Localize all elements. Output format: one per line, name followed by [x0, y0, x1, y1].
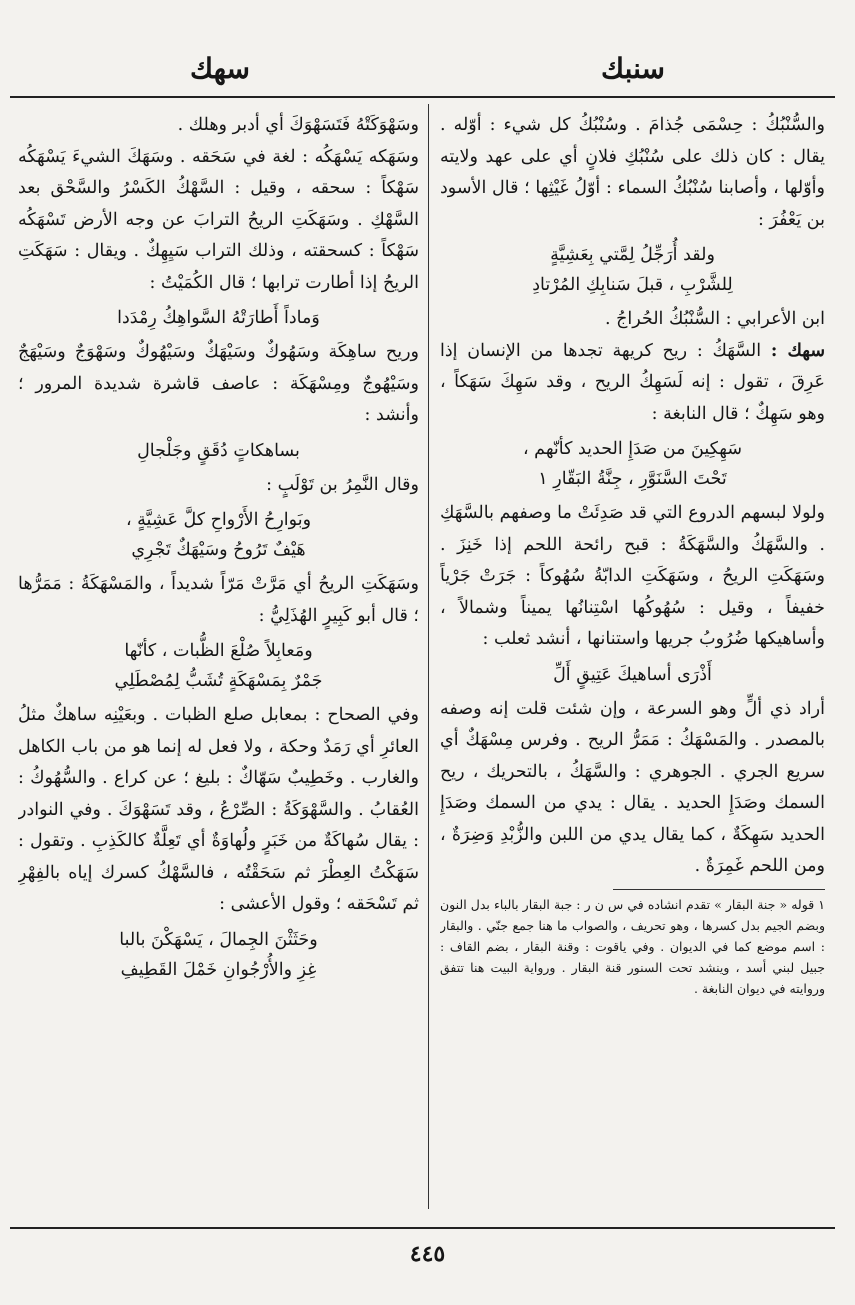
- entry-paragraph: [440, 336, 825, 431]
- verse-line: ولقد أُرَجِّلُ لِمَّتي بِعَشِيَّةٍ: [550, 245, 715, 265]
- paragraph: والسُّنْبُكُ : حِسْمَى جُذامَ . وسُنْبُكُ كل شيء : أوّله . يقال : كان ذلك على سُنْبُكِ فلانٍ أي على عهد ولايته وأوّلها ، وأصابنا سُنْبُكُ السماء : أوّلُ غَيْثِها ؛ قال الأسود بن يَعْفُرَ :: [440, 115, 825, 230]
- verse-line: تَحْتَ السَّنَوَّرِ ، جِنَّةُ البَقّارِ ١: [538, 469, 727, 489]
- verse: [440, 660, 825, 690]
- paragraph: وسَهْوَكَتْهُ فَتَسَهْوَكَ أي أدبر وهلك .: [177, 115, 419, 135]
- page-number: ٤٤٥: [409, 1241, 446, 1267]
- verse-line: بساهكاتٍ دُقَقٍ وجَلْجالِ: [137, 440, 300, 461]
- verse-line: وحَثَثْنَ الجِمالَ ، يَسْهَكْنَ بالبا: [119, 929, 318, 950]
- paragraph: وقال النَّمِرُ بن تَوْلَبٍ :: [266, 474, 419, 495]
- paragraph: ولولا لبسهم الدروع التي قد صَدِئَتْ ما وصفهم بالسَّهَكِ . والسَّهَكُ والسَّهَكَةُ : قبح رائحة اللحم إذا خَنِزَ . وسَهَكَتِ الريحُ ، وسَهَكَتِ الدابّةُ سُهُوكاً : جَرَتْ جَرْياً خفيفاً ، وقيل : سُهُوكُها اسْتِنانُها يميناً وشمالاً ، وأساهيكها ضُرُوبُ جريها واستنانها ، أنشد ثعلب :: [440, 503, 825, 649]
- verse-line: وبَوارِحُ الأَرْواحِ كلَّ عَشِيَّةٍ ،: [125, 510, 312, 530]
- verse: [18, 303, 419, 333]
- paragraph: أراد ذي ألٍّ وهو السرعة ، وإن شئت قلت إنه وصفه بالمصدر . والمَسْهَكُ : مَمَرُّ الريح . وفرس مِسْهَكٌ أي سريع الجري . الجوهري : والسَّهَكُ ، بالتحريك ، ريح السمك وصَدَإِ الحديد . يقال : يدي من السمك وصَدَإِ الحديد سَهِكَةٌ ، كما يقال يدي من اللبن والزُّبْدِ وَضِرَةٌ ، ومن اللحم غَمِرَةٌ .: [440, 698, 825, 876]
- verse-line: ومَعابِلاً صُلْعَ الظُّبات ، كأنّها: [124, 641, 313, 661]
- verse-line: أَذْرَى أساهيكَ عَتِيقٍ أَلِّ: [553, 664, 712, 685]
- verse-line: لِلشَّرْبِ ، قبلَ سَنابِكِ المُرْتادِ: [532, 275, 733, 295]
- paragraph: وسَهَكه يَسْهَكُه : لغة في سَحَقه . وسَهَكَ الشيءَ يَسْهَكُه سَهْكاً : سحقه ، وقيل : السَّهْكُ الكَسْرُ والسَّحْق بعد السَّهْكِ . وسَهَكَتِ الريحُ الترابَ عن وجه الأرض تَسْهَكُه سَهْكاً : كسحقته ، وذلك التراب سَيِهِكٌ . ويقال : سَهَكَتِ الريحُ إذا أطارت ترابها ؛ قال الكُمَيْتُ :: [18, 146, 419, 293]
- paragraph: وسَهَكَتِ الريحُ أي مَرَّتْ مَرّاً شديداً ، والمَسْهَكَةُ : مَمَرُّها ؛ قال أبو كَبِيرٍ الهُذَلِيُّ :: [18, 574, 419, 626]
- column-divider: [428, 104, 429, 1209]
- header-rule: [10, 96, 835, 98]
- entry-text: السَّهَكُ : ريح كريهة تجدها من الإنسان إذا عَرِقَ ، تقول : إنه لَسَهِكُ الريح ، وقد سَهِكَ سَهَكاً ، وهو سَهِكٌ ؛ قال النابغة :: [440, 340, 825, 424]
- paragraph: وفي الصحاح : بمعابل صلع الظبات . وبعَيْنِه ساهكٌ مثلُ العائرِ أي رَمَدٌ وحكة ، ولا فعل له إنما هو من باب الكاهل والغارب . وخَطِيبٌ سَهّاكٌ : بليغ ؛ عن كراع . والسُّهُوكُ : العُقابُ . والسَّهْوَكَةُ : الصِّرْعُ ، وقد تَسَهْوَكَ . وفي النوادر : يقال سُهاكَةٌ من خَبَرٍ ولُهاوَةٌ أي تَعِلَّةٌ كالكَذِبِ . وتقول : سَهَكْتُ العِطْرَ ثم سَحَقْتُه ، فالسَّهْكُ كسرك إياه بالفِهْرِ ثم تَسْحَقه ؛ وقول الأعشى :: [18, 705, 419, 914]
- verse-line: سَهِكِينَ من صَدَإِ الحديد كأنّهم ،: [522, 439, 743, 459]
- footer-rule: [10, 1227, 835, 1229]
- verse-line: جَمْرٌ بِمَسْهَكَةٍ تُشَبُّ لِمُصْطَلِي: [114, 671, 323, 691]
- page-header: [0, 52, 855, 92]
- right-column: [440, 110, 825, 1205]
- verse: [18, 436, 419, 466]
- footnote-rule: [613, 889, 825, 890]
- verse: [18, 636, 419, 696]
- right-headword: سنبك: [601, 52, 665, 85]
- left-headword: سهك: [190, 52, 250, 85]
- verse: [440, 434, 825, 494]
- verse: [440, 240, 825, 300]
- paragraph: ابن الأعرابي : السُّنْبُكُ الحُراجُ .: [604, 309, 825, 329]
- verse-line: هَيْفٌ تَرُوحُ وسَيْهَكٌ تَجْرِي: [131, 540, 306, 560]
- verse: [18, 925, 419, 985]
- footnote: ١ قوله « جنة البقار » تقدم انشاده في س ن ر : جبة البقار بالباء بدل النون وبضم الجيم بدل كسرها ، وهو تحريف ، والصواب ما هنا جمع جنّي . والبقار : اسم موضع كما في الديوان . وفي ياقوت : وقنة البقار ، بضم القاف : جبيل لبني أسد ، وينشد تحت السنور قنة البقار . ورواية البيت هنا تتفق وروايته في ديوان النابغة .: [440, 896, 825, 996]
- paragraph: وريح ساهِكَة وسَهُوكٌ وسَيْهَكٌ وسَيْهُوكٌ وسَهْوَجٌ وسَيْهَجٌ وسَيْهُوجٌ ومِسْهَكَة : عاصف قاشرة شديدة المرور ؛ وأنشد :: [18, 342, 419, 425]
- verse: [18, 505, 419, 565]
- verse-line: غِزِ والأُرْجُوانِ خَمْلَ القَطِيفِ: [120, 959, 317, 980]
- left-column: [18, 110, 419, 1205]
- verse-line: وَماداً أَطارَتْهُ السَّواهِكُ رِمْدَدا: [117, 308, 320, 328]
- entry-headword: سهك :: [770, 340, 825, 361]
